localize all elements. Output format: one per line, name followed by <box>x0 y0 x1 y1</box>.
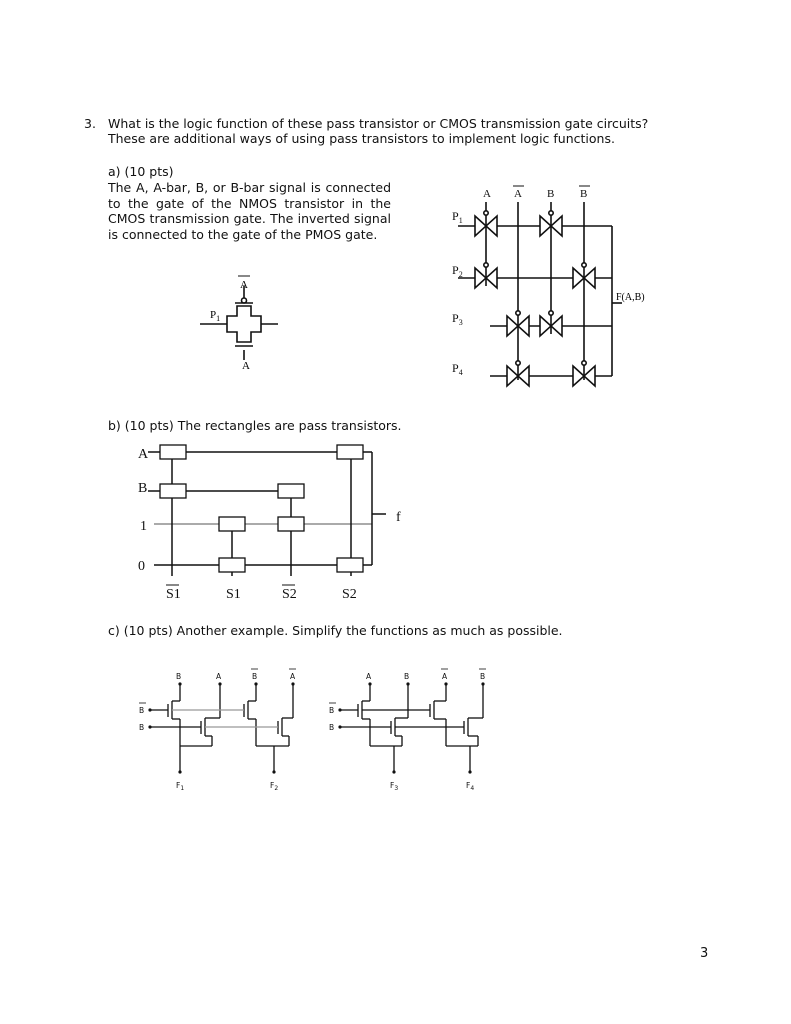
part-a-description: The A, A-bar, B, or B-bar signal is connected to the gate of the NMOS transistor in the CMOS transmission gate. The inverted signal is connected to the gate of the PMOS gate. <box>108 180 391 242</box>
col-label-s2bar: S2 <box>282 587 297 602</box>
right-row-label-b: B <box>329 723 335 732</box>
left-top-label-a: A <box>216 672 222 681</box>
question-text-line1: What is the logic function of these pass transistor or CMOS transmission gate circuits? <box>108 116 649 131</box>
right-top-label-bbar: B <box>480 672 486 681</box>
page-number: 3 <box>700 946 709 961</box>
right-top-label-a: A <box>366 672 372 681</box>
output-f2: F <box>270 781 275 790</box>
left-top-label-abar: A <box>290 672 296 681</box>
nmos-network-left <box>136 668 306 798</box>
question-text-line2: These are additional ways of using pass transistors to implement logic functions. <box>108 131 615 146</box>
mux-output-label: F(A,B) <box>616 292 645 303</box>
svg-text:F2: $F_2$ <box>270 781 279 792</box>
svg-text:F4: $F_4$ <box>466 781 475 792</box>
row-label-1: 1 <box>140 519 147 534</box>
left-row-label-b: B <box>139 723 145 732</box>
right-row-label-bbar: B <box>329 706 335 715</box>
output-label-f: f <box>396 510 401 525</box>
mux-input-p4: P <box>452 361 459 375</box>
svg-text:P3: $P_3$ <box>452 311 463 327</box>
output-f1: F <box>176 781 181 790</box>
row-label-a: A <box>138 447 149 462</box>
part-a-header: a) (10 pts) <box>108 164 174 179</box>
mux-input-p2: P <box>452 263 459 277</box>
output-f4: F <box>466 781 471 790</box>
tg-bottom-label: A <box>242 360 250 372</box>
svg-text:P4: $P_4$ <box>452 361 463 377</box>
svg-text:P1: $P_1$ <box>452 209 463 225</box>
part-b-header: b) (10 pts) The rectangles are pass transistors. <box>108 418 402 433</box>
right-top-label-b: B <box>404 672 410 681</box>
left-row-label-bbar: B <box>139 706 145 715</box>
col-label-s2: S2 <box>342 587 357 602</box>
mux-input-p3: P <box>452 311 459 325</box>
row-label-b: B <box>138 481 148 496</box>
tg-top-label: A <box>240 279 248 291</box>
mux-top-label-bbar: B <box>580 188 588 200</box>
mux-input-p1: P <box>452 209 459 223</box>
nmos-network-right <box>326 668 496 798</box>
part-c-header: c) (10 pts) Another example. Simplify the functions as much as possible. <box>108 623 563 638</box>
svg-text:P1: $P_1$ <box>210 309 221 323</box>
transmission-gate-symbol <box>200 276 300 371</box>
tg-input-label: P <box>210 309 217 321</box>
row-label-0: 0 <box>138 559 145 574</box>
pass-transistor-network <box>132 440 432 608</box>
left-top-label-b: B <box>176 672 182 681</box>
svg-text:F1: $F_1$ <box>176 781 185 792</box>
mux-top-label-b: B <box>547 188 555 200</box>
svg-text:F3: $F_3$ <box>390 781 399 792</box>
right-top-label-abar: A <box>442 672 448 681</box>
svg-text:P2: $P_2$ <box>452 263 463 279</box>
col-label-s1bar: S1 <box>166 587 181 602</box>
mux-top-label-abar: A <box>514 188 522 200</box>
transmission-gate-mux <box>440 186 680 386</box>
col-label-s1: S1 <box>226 587 241 602</box>
output-f3: F <box>390 781 395 790</box>
question-number: 3. <box>84 116 96 131</box>
mux-top-label-a: A <box>483 188 491 200</box>
left-top-label-bbar: B <box>252 672 258 681</box>
